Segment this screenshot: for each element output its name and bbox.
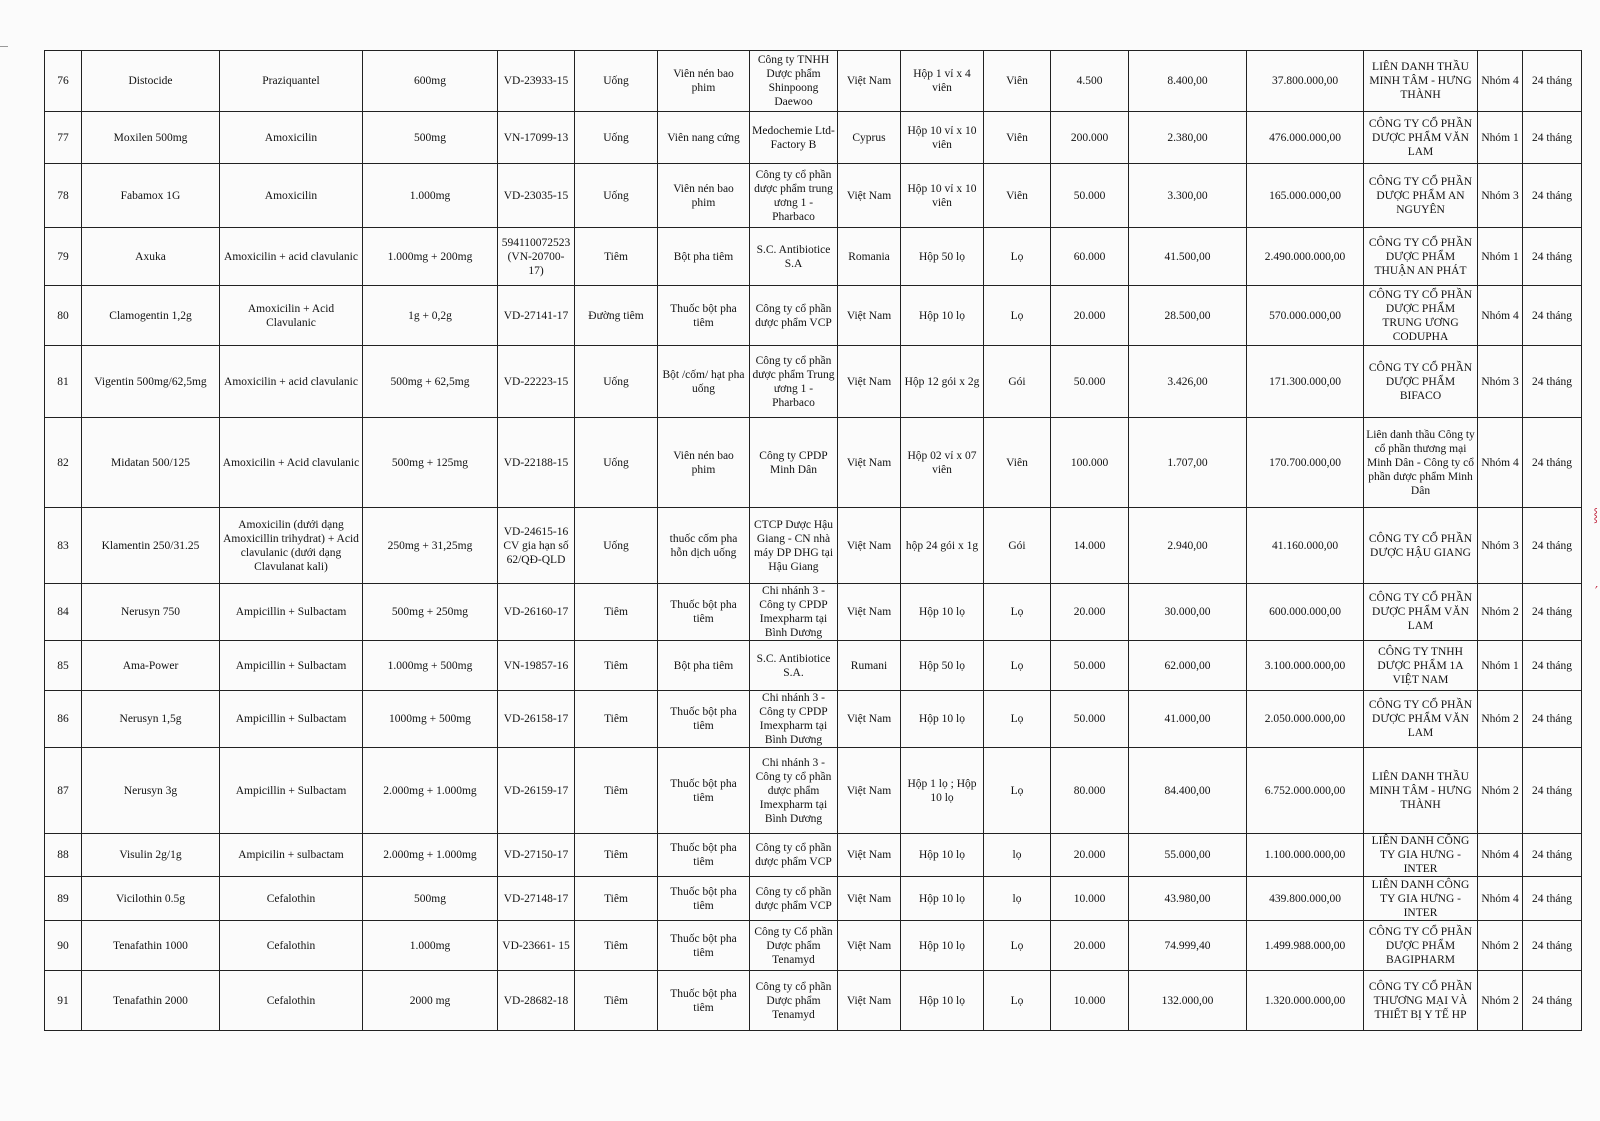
- cell-nhathau: CÔNG TY CỔ PHẦN DƯỢC PHẨM BIFACO: [1364, 346, 1478, 418]
- cell-stt: 90: [45, 921, 82, 971]
- cell-nhom: Nhóm 4: [1478, 877, 1523, 921]
- cell-ten: Ama-Power: [82, 641, 220, 691]
- cell-sdk: VN-17099-13: [498, 112, 575, 164]
- cell-dangbaoche: Bột /cốm/ hạt pha uống: [658, 346, 750, 418]
- cell-ten: Klamentin 250/31.25: [82, 508, 220, 584]
- cell-sdk: VD-23035-15: [498, 164, 575, 228]
- cell-sdk: VD-27141-17: [498, 286, 575, 346]
- cell-dvt: Viên: [984, 51, 1051, 112]
- red-stamp-edge-2: ′: [1595, 585, 1598, 600]
- cell-hansudung: 24 tháng: [1523, 691, 1582, 748]
- table-row: [45, 286, 1582, 346]
- cell-ten: Vicilothin 0.5g: [82, 877, 220, 921]
- cell-hamluong: 1000mg + 500mg: [363, 691, 498, 748]
- cell-hamluong: 2.000mg + 1.000mg: [363, 834, 498, 877]
- cell-ten: Distocide: [82, 51, 220, 112]
- cell-dangbaoche: Thuốc bột pha tiêm: [658, 286, 750, 346]
- table-row: [45, 971, 1582, 1031]
- cell-nhasanxuat: Công ty CPDP Minh Dân: [750, 418, 838, 508]
- cell-hamluong: 1.000mg: [363, 164, 498, 228]
- table-row: [45, 877, 1582, 921]
- cell-hamluong: 1.000mg + 200mg: [363, 228, 498, 286]
- cell-nhasanxuat: S.C. Antibiotice S.A: [750, 228, 838, 286]
- cell-duong: Tiêm: [575, 691, 658, 748]
- cell-soluong: 50.000: [1051, 164, 1129, 228]
- cell-dangbaoche: Thuốc bột pha tiêm: [658, 834, 750, 877]
- cell-hamluong: 1.000mg: [363, 921, 498, 971]
- cell-dangbaoche: Bột pha tiêm: [658, 641, 750, 691]
- drug-award-table: [44, 50, 1582, 1031]
- cell-duong: Tiêm: [575, 971, 658, 1031]
- cell-soluong: 200.000: [1051, 112, 1129, 164]
- cell-hoatchat: Cefalothin: [220, 971, 363, 1031]
- cell-nhasanxuat: Công ty cổ phần Dược phẩm Tenamyd: [750, 971, 838, 1031]
- cell-dvt: Lọ: [984, 228, 1051, 286]
- cell-nhathau: CÔNG TY CỔ PHẦN THƯƠNG MẠI VÀ THIẾT BỊ Y TẾ HP: [1364, 971, 1478, 1031]
- cell-nuocsx: Việt Nam: [838, 921, 901, 971]
- cell-dongia: 2.940,00: [1129, 508, 1247, 584]
- cell-dangbaoche: thuốc cốm pha hỗn dịch uống: [658, 508, 750, 584]
- cell-thanhtien: 170.700.000,00: [1247, 418, 1364, 508]
- table-row: [45, 691, 1582, 748]
- cell-dongia: 1.707,00: [1129, 418, 1247, 508]
- cell-nhom: Nhóm 3: [1478, 164, 1523, 228]
- cell-dangbaoche: Viên nén bao phim: [658, 418, 750, 508]
- cell-hoatchat: Ampicillin + Sulbactam: [220, 641, 363, 691]
- cell-dangbaoche: Thuốc bột pha tiêm: [658, 691, 750, 748]
- cell-hoatchat: Amoxicilin + Acid clavulanic: [220, 418, 363, 508]
- cell-nhathau: CÔNG TY CỔ PHẦN DƯỢC PHẨM VĂN LAM: [1364, 112, 1478, 164]
- cell-nhathau: LIÊN DANH THẦU MINH TÂM - HƯNG THÀNH: [1364, 51, 1478, 112]
- cell-nhathau: LIÊN DANH CÔNG TY GIA HƯNG - INTER: [1364, 834, 1478, 877]
- cell-duong: Tiêm: [575, 641, 658, 691]
- cell-quycach: Hộp 10 vỉ x 10 viên: [901, 164, 984, 228]
- cell-nhom: Nhóm 2: [1478, 748, 1523, 834]
- cell-soluong: 4.500: [1051, 51, 1129, 112]
- cell-soluong: 10.000: [1051, 877, 1129, 921]
- cell-hoatchat: Praziquantel: [220, 51, 363, 112]
- cell-hamluong: 500mg + 62,5mg: [363, 346, 498, 418]
- cell-nhom: Nhóm 3: [1478, 508, 1523, 584]
- cell-thanhtien: 37.800.000,00: [1247, 51, 1364, 112]
- table-row: [45, 584, 1582, 641]
- cell-stt: 89: [45, 877, 82, 921]
- cell-nuocsx: Việt Nam: [838, 748, 901, 834]
- cell-nhasanxuat: Công ty cổ phần dược phẩm trung ương 1 - Pharbaco: [750, 164, 838, 228]
- cell-hansudung: 24 tháng: [1523, 921, 1582, 971]
- cell-dongia: 3.300,00: [1129, 164, 1247, 228]
- cell-nhasanxuat: Công ty cổ phần dược phẩm VCP: [750, 286, 838, 346]
- cell-hoatchat: Amoxicilin + Acid Clavulanic: [220, 286, 363, 346]
- cell-dongia: 30.000,00: [1129, 584, 1247, 641]
- cell-duong: Tiêm: [575, 748, 658, 834]
- cell-dongia: 8.400,00: [1129, 51, 1247, 112]
- cell-dangbaoche: Thuốc bột pha tiêm: [658, 748, 750, 834]
- table-row: [45, 228, 1582, 286]
- cell-nhom: Nhóm 2: [1478, 971, 1523, 1031]
- cell-dvt: Viên: [984, 164, 1051, 228]
- cell-quycach: Hộp 10 lọ: [901, 834, 984, 877]
- cell-hamluong: 250mg + 31,25mg: [363, 508, 498, 584]
- cell-hamluong: 500mg: [363, 112, 498, 164]
- cell-stt: 86: [45, 691, 82, 748]
- cell-nuocsx: Việt Nam: [838, 691, 901, 748]
- cell-soluong: 60.000: [1051, 228, 1129, 286]
- cell-ten: Midatan 500/125: [82, 418, 220, 508]
- cell-nhom: Nhóm 3: [1478, 346, 1523, 418]
- cell-nhom: Nhóm 4: [1478, 51, 1523, 112]
- cell-hoatchat: Ampicillin + Sulbactam: [220, 584, 363, 641]
- cell-dangbaoche: Thuốc bột pha tiêm: [658, 971, 750, 1031]
- cell-nuocsx: Việt Nam: [838, 346, 901, 418]
- cell-stt: 80: [45, 286, 82, 346]
- table-row: [45, 921, 1582, 971]
- cell-hansudung: 24 tháng: [1523, 286, 1582, 346]
- cell-duong: Uống: [575, 164, 658, 228]
- cell-nhasanxuat: Công ty cổ phần dược phẩm Trung ương 1 - Pharbaco: [750, 346, 838, 418]
- cell-dongia: 28.500,00: [1129, 286, 1247, 346]
- cell-thanhtien: 439.800.000,00: [1247, 877, 1364, 921]
- cell-thanhtien: 570.000.000,00: [1247, 286, 1364, 346]
- cell-soluong: 50.000: [1051, 691, 1129, 748]
- cell-ten: Moxilen 500mg: [82, 112, 220, 164]
- cell-stt: 88: [45, 834, 82, 877]
- cell-soluong: 100.000: [1051, 418, 1129, 508]
- cell-dangbaoche: Thuốc bột pha tiêm: [658, 584, 750, 641]
- cell-nhathau: CÔNG TY CỔ PHẦN DƯỢC PHẨM BAGIPHARM: [1364, 921, 1478, 971]
- cell-dvt: Viên: [984, 418, 1051, 508]
- cell-nhasanxuat: Chi nhánh 3 - Công ty cổ phần dược phẩm Imexpharm tại Bình Dương: [750, 748, 838, 834]
- cell-duong: Tiêm: [575, 584, 658, 641]
- cell-nuocsx: Cyprus: [838, 112, 901, 164]
- table-row: [45, 164, 1582, 228]
- cell-nhasanxuat: S.C. Antibiotice S.A.: [750, 641, 838, 691]
- cell-stt: 81: [45, 346, 82, 418]
- cell-duong: Đường tiêm: [575, 286, 658, 346]
- cell-nhasanxuat: CTCP Dược Hậu Giang - CN nhà máy DP DHG tại Hậu Giang: [750, 508, 838, 584]
- cell-nhathau: CÔNG TY CỔ PHẦN DƯỢC PHẨM VĂN LAM: [1364, 691, 1478, 748]
- cell-ten: Fabamox 1G: [82, 164, 220, 228]
- cell-nuocsx: Việt Nam: [838, 834, 901, 877]
- red-stamp-edge: ⸾: [1593, 508, 1598, 523]
- cell-soluong: 10.000: [1051, 971, 1129, 1031]
- cell-hamluong: 2.000mg + 1.000mg: [363, 748, 498, 834]
- cell-nuocsx: Việt Nam: [838, 971, 901, 1031]
- cell-hansudung: 24 tháng: [1523, 508, 1582, 584]
- cell-ten: Tenafathin 1000: [82, 921, 220, 971]
- cell-stt: 85: [45, 641, 82, 691]
- cell-sdk: VD-26160-17: [498, 584, 575, 641]
- cell-hansudung: 24 tháng: [1523, 748, 1582, 834]
- cell-hansudung: 24 tháng: [1523, 346, 1582, 418]
- cell-sdk: VD-27150-17: [498, 834, 575, 877]
- cell-dvt: Gói: [984, 346, 1051, 418]
- cell-soluong: 20.000: [1051, 921, 1129, 971]
- cell-dongia: 132.000,00: [1129, 971, 1247, 1031]
- cell-nhom: Nhóm 2: [1478, 584, 1523, 641]
- cell-thanhtien: 600.000.000,00: [1247, 584, 1364, 641]
- cell-thanhtien: 1.499.988.000,00: [1247, 921, 1364, 971]
- cell-quycach: Hộp 10 lọ: [901, 584, 984, 641]
- cell-ten: Nerusyn 750: [82, 584, 220, 641]
- cell-sdk: VD-22188-15: [498, 418, 575, 508]
- cell-dongia: 43.980,00: [1129, 877, 1247, 921]
- cell-dangbaoche: Bột pha tiêm: [658, 228, 750, 286]
- cell-nhom: Nhóm 4: [1478, 286, 1523, 346]
- cell-dongia: 3.426,00: [1129, 346, 1247, 418]
- cell-soluong: 20.000: [1051, 286, 1129, 346]
- cell-quycach: Hộp 50 lọ: [901, 641, 984, 691]
- cell-sdk: 594110072523 (VN-20700-17): [498, 228, 575, 286]
- cell-dongia: 55.000,00: [1129, 834, 1247, 877]
- cell-nuocsx: Việt Nam: [838, 877, 901, 921]
- cell-dangbaoche: Viên nén bao phim: [658, 164, 750, 228]
- cell-duong: Uống: [575, 418, 658, 508]
- cell-sdk: VD-26159-17: [498, 748, 575, 834]
- table-row: [45, 834, 1582, 877]
- cell-hansudung: 24 tháng: [1523, 418, 1582, 508]
- cell-hoatchat: Amoxicilin: [220, 112, 363, 164]
- cell-nhasanxuat: Công ty TNHH Dược phẩm Shinpoong Daewoo: [750, 51, 838, 112]
- cell-dangbaoche: Thuốc bột pha tiêm: [658, 921, 750, 971]
- cell-hamluong: 500mg + 250mg: [363, 584, 498, 641]
- cell-sdk: VD-26158-17: [498, 691, 575, 748]
- cell-thanhtien: 2.490.000.000,00: [1247, 228, 1364, 286]
- cell-ten: Visulin 2g/1g: [82, 834, 220, 877]
- cell-stt: 91: [45, 971, 82, 1031]
- cell-quycach: Hộp 1 lọ ; Hộp 10 lọ: [901, 748, 984, 834]
- cell-quycach: Hộp 50 lọ: [901, 228, 984, 286]
- cell-nhathau: Liên danh thầu Công ty cổ phần thương mại Minh Dân - Công ty cổ phần dược phẩm Minh Dân: [1364, 418, 1478, 508]
- cell-dvt: Lọ: [984, 584, 1051, 641]
- cell-dongia: 41.500,00: [1129, 228, 1247, 286]
- cell-hansudung: 24 tháng: [1523, 584, 1582, 641]
- cell-hoatchat: Cefalothin: [220, 877, 363, 921]
- cell-nuocsx: Việt Nam: [838, 584, 901, 641]
- cell-duong: Uống: [575, 346, 658, 418]
- cell-hoatchat: Amoxicilin + acid clavulanic: [220, 228, 363, 286]
- cell-dvt: Lọ: [984, 748, 1051, 834]
- cell-nuocsx: Việt Nam: [838, 286, 901, 346]
- cell-nhom: Nhóm 4: [1478, 834, 1523, 877]
- cell-hoatchat: Cefalothin: [220, 921, 363, 971]
- table-row: [45, 641, 1582, 691]
- cell-duong: Uống: [575, 112, 658, 164]
- cell-hansudung: 24 tháng: [1523, 112, 1582, 164]
- cell-duong: Uống: [575, 508, 658, 584]
- cell-hoatchat: Ampicillin + Sulbactam: [220, 691, 363, 748]
- cell-sdk: VD-22223-15: [498, 346, 575, 418]
- cell-hamluong: 500mg: [363, 877, 498, 921]
- cell-dangbaoche: Viên nén bao phim: [658, 51, 750, 112]
- cell-hoatchat: Amoxicilin (dưới dạng Amoxicillin trihydrat) + Acid clavulanic (dưới dạng Clavulanat kali): [220, 508, 363, 584]
- cell-nhathau: CÔNG TY CỔ PHẦN DƯỢC PHẨM THUẬN AN PHÁT: [1364, 228, 1478, 286]
- cell-dvt: lọ: [984, 877, 1051, 921]
- cell-hoatchat: Amoxicilin: [220, 164, 363, 228]
- cell-duong: Uống: [575, 51, 658, 112]
- cell-nhathau: CÔNG TY TNHH DƯỢC PHẨM 1A VIỆT NAM: [1364, 641, 1478, 691]
- cell-soluong: 20.000: [1051, 834, 1129, 877]
- cell-soluong: 50.000: [1051, 641, 1129, 691]
- cell-hansudung: 24 tháng: [1523, 641, 1582, 691]
- cell-nhathau: CÔNG TY CỔ PHẦN DƯỢC PHẨM AN NGUYÊN: [1364, 164, 1478, 228]
- cell-hoatchat: Amoxicilin + acid clavulanic: [220, 346, 363, 418]
- table-row: [45, 508, 1582, 584]
- cell-nhom: Nhóm 4: [1478, 418, 1523, 508]
- cell-nhom: Nhóm 1: [1478, 112, 1523, 164]
- cell-quycach: Hộp 12 gói x 2g: [901, 346, 984, 418]
- cell-quycach: Hộp 02 vỉ x 07 viên: [901, 418, 984, 508]
- cell-nhathau: CÔNG TY CỔ PHẦN DƯỢC HẬU GIANG: [1364, 508, 1478, 584]
- cell-nhom: Nhóm 1: [1478, 641, 1523, 691]
- cell-dvt: Lọ: [984, 971, 1051, 1031]
- cell-stt: 78: [45, 164, 82, 228]
- cell-thanhtien: 1.320.000.000,00: [1247, 971, 1364, 1031]
- cell-stt: 79: [45, 228, 82, 286]
- cell-hamluong: 2000 mg: [363, 971, 498, 1031]
- cell-hansudung: 24 tháng: [1523, 228, 1582, 286]
- cell-dongia: 2.380,00: [1129, 112, 1247, 164]
- table-body: [45, 51, 1582, 1031]
- cell-duong: Tiêm: [575, 228, 658, 286]
- cell-hansudung: 24 tháng: [1523, 834, 1582, 877]
- cell-sdk: VD-27148-17: [498, 877, 575, 921]
- cell-nhasanxuat: Công ty Cổ phần Dược phẩm Tenamyd: [750, 921, 838, 971]
- cell-dongia: 62.000,00: [1129, 641, 1247, 691]
- cell-dangbaoche: Viên nang cứng: [658, 112, 750, 164]
- cell-soluong: 80.000: [1051, 748, 1129, 834]
- cell-quycach: Hộp 10 lọ: [901, 691, 984, 748]
- cell-soluong: 14.000: [1051, 508, 1129, 584]
- cell-stt: 82: [45, 418, 82, 508]
- cell-nhom: Nhóm 1: [1478, 228, 1523, 286]
- cell-nuocsx: Việt Nam: [838, 508, 901, 584]
- cell-nuocsx: Việt Nam: [838, 164, 901, 228]
- cell-quycach: hộp 24 gói x 1g: [901, 508, 984, 584]
- cell-stt: 84: [45, 584, 82, 641]
- cell-hamluong: 1g + 0,2g: [363, 286, 498, 346]
- cell-thanhtien: 41.160.000,00: [1247, 508, 1364, 584]
- cell-thanhtien: 171.300.000,00: [1247, 346, 1364, 418]
- cell-dvt: Lọ: [984, 691, 1051, 748]
- cell-nhathau: LIÊN DANH THẦU MINH TÂM - HƯNG THÀNH: [1364, 748, 1478, 834]
- cell-sdk: VD-23933-15: [498, 51, 575, 112]
- cell-sdk: VD-23661- 15: [498, 921, 575, 971]
- cell-nhathau: CÔNG TY CỔ PHẦN DƯỢC PHẨM VĂN LAM: [1364, 584, 1478, 641]
- cell-dvt: Gói: [984, 508, 1051, 584]
- cell-ten: Nerusyn 3g: [82, 748, 220, 834]
- cell-nhathau: LIÊN DANH CÔNG TY GIA HƯNG - INTER: [1364, 877, 1478, 921]
- cell-sdk: VN-19857-16: [498, 641, 575, 691]
- cell-nuocsx: Việt Nam: [838, 51, 901, 112]
- cell-stt: 77: [45, 112, 82, 164]
- scan-edge-mark: [0, 46, 8, 47]
- cell-ten: Tenafathin 2000: [82, 971, 220, 1031]
- cell-duong: Tiêm: [575, 834, 658, 877]
- table-row: [45, 748, 1582, 834]
- cell-quycach: Hộp 10 vỉ x 10 viên: [901, 112, 984, 164]
- cell-nhom: Nhóm 2: [1478, 691, 1523, 748]
- cell-nhathau: CÔNG TY CỔ PHẦN DƯỢC PHẨM TRUNG ƯƠNG CODUPHA: [1364, 286, 1478, 346]
- cell-hamluong: 1.000mg + 500mg: [363, 641, 498, 691]
- table-row: [45, 418, 1582, 508]
- cell-ten: Nerusyn 1,5g: [82, 691, 220, 748]
- cell-duong: Tiêm: [575, 921, 658, 971]
- cell-thanhtien: 6.752.000.000,00: [1247, 748, 1364, 834]
- cell-thanhtien: 2.050.000.000,00: [1247, 691, 1364, 748]
- cell-dangbaoche: Thuốc bột pha tiêm: [658, 877, 750, 921]
- cell-dvt: Lọ: [984, 921, 1051, 971]
- cell-thanhtien: 476.000.000,00: [1247, 112, 1364, 164]
- cell-dongia: 74.999,40: [1129, 921, 1247, 971]
- cell-nhasanxuat: Công ty cổ phần dược phẩm VCP: [750, 834, 838, 877]
- cell-dvt: Viên: [984, 112, 1051, 164]
- cell-nhasanxuat: Công ty cổ phần dược phẩm VCP: [750, 877, 838, 921]
- cell-nhom: Nhóm 2: [1478, 921, 1523, 971]
- cell-quycach: Hộp 10 lọ: [901, 286, 984, 346]
- cell-hamluong: 600mg: [363, 51, 498, 112]
- cell-quycach: Hộp 1 vỉ x 4 viên: [901, 51, 984, 112]
- cell-nuocsx: Romania: [838, 228, 901, 286]
- cell-ten: Vigentin 500mg/62,5mg: [82, 346, 220, 418]
- cell-nhasanxuat: Medochemie Ltd-Factory B: [750, 112, 838, 164]
- cell-thanhtien: 3.100.000.000,00: [1247, 641, 1364, 691]
- cell-nuocsx: Việt Nam: [838, 418, 901, 508]
- cell-dongia: 84.400,00: [1129, 748, 1247, 834]
- cell-hansudung: 24 tháng: [1523, 51, 1582, 112]
- table-row: [45, 346, 1582, 418]
- cell-nuocsx: Rumani: [838, 641, 901, 691]
- cell-dongia: 41.000,00: [1129, 691, 1247, 748]
- cell-hansudung: 24 tháng: [1523, 164, 1582, 228]
- cell-stt: 83: [45, 508, 82, 584]
- cell-hamluong: 500mg + 125mg: [363, 418, 498, 508]
- cell-dvt: lọ: [984, 834, 1051, 877]
- cell-soluong: 50.000: [1051, 346, 1129, 418]
- cell-sdk: VD-24615-16 CV gia hạn số 62/QĐ-QLD: [498, 508, 575, 584]
- cell-quycach: Hộp 10 lọ: [901, 971, 984, 1031]
- cell-ten: Axuka: [82, 228, 220, 286]
- cell-thanhtien: 1.100.000.000,00: [1247, 834, 1364, 877]
- cell-soluong: 20.000: [1051, 584, 1129, 641]
- cell-hansudung: 24 tháng: [1523, 971, 1582, 1031]
- table-row: [45, 112, 1582, 164]
- cell-hoatchat: Ampicillin + Sulbactam: [220, 748, 363, 834]
- cell-quycach: Hộp 10 lọ: [901, 921, 984, 971]
- cell-thanhtien: 165.000.000,00: [1247, 164, 1364, 228]
- cell-dvt: Lọ: [984, 641, 1051, 691]
- cell-dvt: Lọ: [984, 286, 1051, 346]
- cell-nhasanxuat: Chi nhánh 3 - Công ty CPDP Imexpharm tại Bình Dương: [750, 584, 838, 641]
- cell-hoatchat: Ampicilin + sulbactam: [220, 834, 363, 877]
- cell-quycach: Hộp 10 lọ: [901, 877, 984, 921]
- cell-hansudung: 24 tháng: [1523, 877, 1582, 921]
- table-row: [45, 51, 1582, 112]
- cell-nhasanxuat: Chi nhánh 3 - Công ty CPDP Imexpharm tại Bình Dương: [750, 691, 838, 748]
- cell-stt: 87: [45, 748, 82, 834]
- cell-ten: Clamogentin 1,2g: [82, 286, 220, 346]
- cell-duong: Tiêm: [575, 877, 658, 921]
- cell-stt: 76: [45, 51, 82, 112]
- cell-sdk: VD-28682-18: [498, 971, 575, 1031]
